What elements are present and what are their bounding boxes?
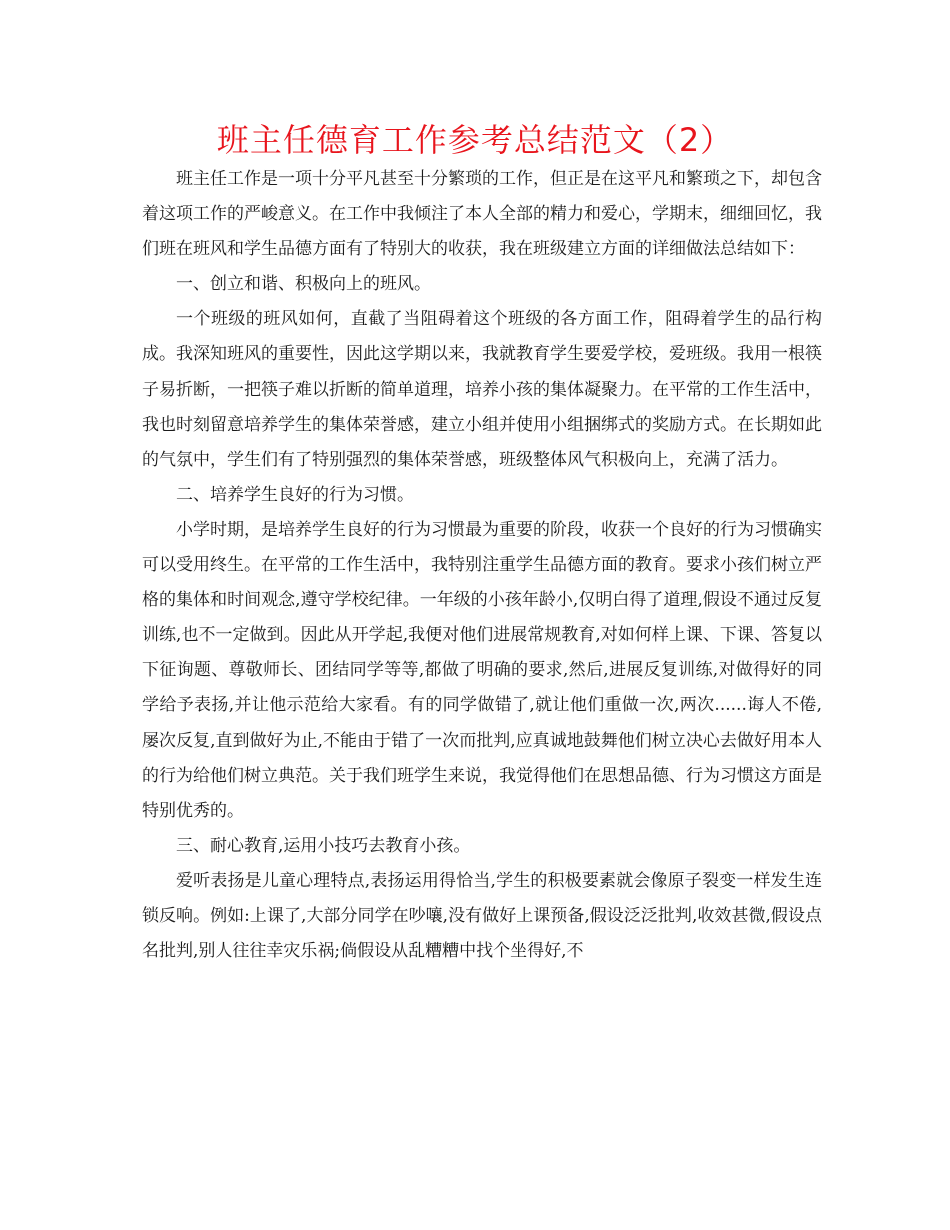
document-body xyxy=(142,162,822,969)
section-heading-3: 三、耐心教育,运用小技巧去教育小孩。 xyxy=(176,835,471,856)
paragraph-section-2: 小学时期，是培养学生良好的行为习惯最为重要的阶段，收获一个良好的行为习惯确实可以受用终生。在平常的工作生活中，我特别注重学生品德方面的教育。要求小孩们树立严格的集体和时间观念,遵守学校纪律。一年级的小孩年龄小,仅明白得了道理,假设不通过反复训练,也不一定做到。因此从开学起,我便对他们进展常规教育,对如何样上课、下课、答复以下征询题、尊敬师长、团结同学等等,都做了明确的要求,然后,进展反复训练,对做得好的同学给予表扬,并让他示范给大家看。有的同学做错了,就让他们重做一次,两次......诲人不倦,屡次反复,直到做好为止,不能由于错了一次而批判,应真诚地鼓舞他们树立决心去做好用本人的行为给他们树立典范。关于我们班学生来说，我觉得他们在思想品德、行为习惯这方面是特别优秀的。 xyxy=(142,519,822,821)
section-heading-1: 一、创立和谐、积极向上的班风。 xyxy=(176,274,431,295)
document-title: 班主任德育工作参考总结范文（2） xyxy=(216,121,734,159)
paragraph-section-3: 爱听表扬是儿童心理特点,表扬运用得恰当,学生的积极要素就会像原子裂变一样发生连锁反响。例如:上课了,大部分同学在吵嚷,没有做好上课预备,假设泛泛批判,收效甚微,假设点名批判,别人往往幸灾乐祸;倘假设从乱糟糟中找个坐得好,不 xyxy=(142,870,822,962)
paragraph-section-1: 一个班级的班风如何，直截了当阻碍着这个班级的各方面工作，阻碍着学生的品行构成。我深知班风的重要性，因此这学期以来，我就教育学生要爱学校，爱班级。我用一根筷子易折断，一把筷子难以折断的简单道理，培养小孩的集体凝聚力。在平常的工作生活中，我也时刻留意培养学生的集体荣誉感，建立小组并使用小组捆绑式的奖励方式。在长期如此的气氛中，学生们有了特别强烈的集体荣誉感，班级整体风气积极向上，充满了活力。 xyxy=(142,309,822,470)
section-heading-2: 二、培养学生良好的行为习惯。 xyxy=(176,484,414,505)
paragraph-intro: 班主任工作是一项十分平凡甚至十分繁琐的工作，但正是在这平凡和繁琐之下，却包含着这项工作的严峻意义。在工作中我倾注了本人全部的精力和爱心，学期末，细细回忆，我们班在班风和学生品德方面有了特别大的收获，我在班级建立方面的详细做法总结如下： xyxy=(142,169,822,260)
